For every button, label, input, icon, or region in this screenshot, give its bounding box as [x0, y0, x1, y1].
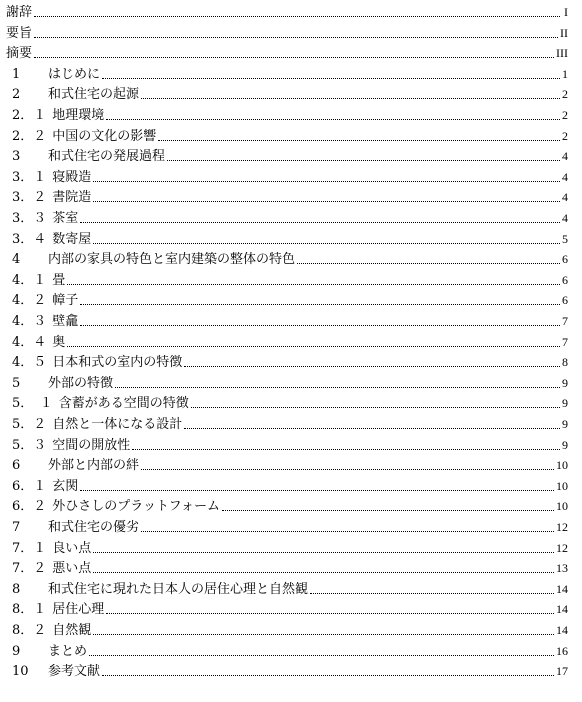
toc-entry-text: 空間の開放性: [52, 437, 131, 453]
toc-page-number: 10: [556, 478, 568, 493]
toc-page-number: 6: [562, 272, 568, 287]
toc-entry-title: [6, 5, 32, 20]
toc-entry-number: 3．４: [12, 231, 47, 247]
toc-entry-title: [6, 26, 32, 41]
toc-dot-leader: [310, 593, 554, 594]
toc-entry-number: 7．１: [12, 540, 47, 556]
toc-entry[interactable]: [0, 597, 568, 617]
toc-entry-title: [12, 602, 104, 617]
toc-entry-title: [12, 664, 100, 679]
toc-entry[interactable]: [0, 639, 568, 659]
toc-entry[interactable]: [0, 227, 568, 247]
toc-entry-title: [12, 582, 308, 597]
toc-dot-leader: [184, 428, 560, 429]
toc-entry-text: 含蓄がある空間の特徴: [58, 396, 189, 412]
toc-page-number: III: [556, 46, 568, 61]
toc-entry[interactable]: [0, 371, 568, 391]
toc-entry-number: 3．１: [12, 169, 47, 185]
toc-dot-leader: [102, 675, 554, 676]
toc-entry-title: [12, 108, 104, 123]
toc-entry[interactable]: [0, 185, 568, 205]
toc-dot-leader: [34, 57, 554, 58]
toc-entry-number: 5．２: [12, 417, 47, 432]
toc-entry-title: [12, 67, 100, 82]
toc-dot-leader: [67, 284, 560, 285]
toc-entry-number: 5．３: [12, 437, 47, 453]
toc-entry-text: 寝殿造: [52, 169, 92, 185]
toc-entry-number: 7: [12, 520, 21, 535]
toc-dot-leader: [93, 181, 560, 182]
toc-entry-text: 和式住宅に現れた日本人の居住心理と自然観: [48, 581, 309, 597]
toc-entry[interactable]: [0, 659, 568, 679]
toc-entry-text: 和式住宅の優劣: [48, 520, 140, 535]
toc-entry-title: [12, 355, 182, 370]
toc-entry-number: 1: [12, 66, 21, 82]
toc-page-number: 9: [562, 417, 568, 431]
toc-entry-title: [12, 623, 91, 638]
toc-entry-text: 数寄屋: [52, 231, 92, 247]
toc-dot-leader: [80, 325, 560, 326]
toc-dot-leader: [80, 222, 560, 223]
toc-page-number: II: [560, 25, 568, 40]
toc-dot-leader: [297, 263, 560, 264]
toc-entry-title: [12, 644, 87, 659]
toc-entry[interactable]: [0, 309, 568, 329]
toc-entry-text: 地理環境: [52, 108, 105, 123]
toc-entry[interactable]: [0, 412, 568, 432]
toc-entry-title: [12, 87, 139, 102]
toc-dot-leader: [106, 613, 554, 614]
toc-entry[interactable]: [0, 165, 568, 185]
toc-entry-text: 内部の家具の特色と室内建築の整体の特色: [48, 252, 296, 268]
toc-entry-title: [12, 376, 113, 391]
toc-entry[interactable]: [0, 433, 568, 453]
toc-entry-number: 2: [12, 87, 21, 103]
toc-page-number: 14: [556, 581, 568, 596]
toc-entry-title: [12, 273, 65, 288]
toc-entry-text: 良い点: [52, 540, 92, 556]
toc-entry-title: [12, 211, 78, 226]
toc-entry-number: 8．１: [12, 602, 47, 618]
toc-page-number: 9: [562, 375, 568, 390]
toc-entry[interactable]: [0, 41, 568, 61]
toc-entry-number: 8．２: [12, 623, 47, 638]
toc-dot-leader: [93, 552, 554, 553]
toc-entry-title: [12, 314, 78, 329]
toc-entry[interactable]: [0, 21, 568, 41]
toc-page-number: 14: [556, 602, 568, 617]
toc-entry[interactable]: [0, 103, 568, 123]
toc-page-number: 10: [556, 458, 568, 473]
toc-entry-title: [6, 46, 32, 61]
toc-entry-text: 中国の文化の影響: [52, 128, 157, 144]
toc-page-number: 12: [556, 520, 568, 534]
toc-entry[interactable]: [0, 82, 568, 102]
toc-page-number: 14: [556, 623, 568, 637]
toc-entry[interactable]: [0, 288, 568, 308]
toc-page-number: 2: [562, 87, 568, 102]
toc-dot-leader: [141, 98, 560, 99]
toc-entry-text: 外部の特徴: [48, 375, 114, 391]
toc-page-number: 13: [556, 561, 568, 576]
toc-page-number: 5: [562, 231, 568, 246]
toc-dot-leader: [93, 243, 560, 244]
toc-entry-number: 6．２: [12, 499, 47, 515]
toc-page-number: 4: [562, 190, 568, 205]
toc-page-number: 10: [556, 499, 568, 514]
toc-page-number: 7: [562, 314, 568, 328]
toc-entry-title: [12, 335, 65, 350]
toc-entry-text: 自然と一体になる設計: [52, 417, 183, 432]
toc-entry-number: 4．３: [12, 314, 47, 329]
toc-entry-text: 外部と内部の絆: [48, 458, 140, 474]
toc-entry-text: 玄関: [52, 478, 79, 494]
toc-entry[interactable]: [0, 474, 568, 494]
toc-entry[interactable]: [0, 618, 568, 638]
toc-dot-leader: [34, 16, 560, 17]
toc-entry-text: 悪い点: [52, 561, 92, 577]
toc-entry-number: 3．２: [12, 190, 47, 206]
toc-entry-text: 和式住宅の発展過程: [48, 149, 166, 165]
toc-entry-text: 日本和式の室内の特徴: [52, 355, 183, 371]
toc-entry[interactable]: [0, 268, 568, 288]
toc-entry-number: 4．４: [12, 334, 47, 350]
toc-entry[interactable]: [0, 206, 568, 226]
toc-entry[interactable]: [0, 515, 568, 535]
toc-dot-leader: [184, 366, 560, 367]
toc-page-number: 1: [562, 66, 568, 81]
toc-entry-text: はじめに: [48, 66, 101, 82]
toc-entry-text: 畳: [52, 272, 66, 288]
toc-page-number: 16: [556, 643, 568, 658]
toc-page-number: 4: [562, 169, 568, 184]
toc-entry[interactable]: [0, 577, 568, 597]
toc-entry[interactable]: [0, 391, 568, 411]
toc-entry[interactable]: [0, 144, 568, 164]
toc-entry-title: [12, 479, 78, 494]
toc-dot-leader: [34, 37, 558, 38]
toc-entry-text: 居住心理: [52, 602, 105, 618]
toc-entry[interactable]: [0, 350, 568, 370]
toc-page-number: 12: [556, 540, 568, 555]
toc-dot-leader: [191, 407, 560, 408]
toc-entry-text: 茶室: [52, 211, 79, 226]
toc-entry[interactable]: [0, 494, 568, 514]
toc-page-number: 4: [562, 211, 568, 225]
toc-dot-leader: [115, 387, 560, 388]
toc-entry[interactable]: [0, 62, 568, 82]
toc-entry-title: [12, 293, 78, 308]
toc-entry-title: [12, 232, 91, 247]
toc-entry-title: [12, 417, 182, 432]
toc-entry-number: 4．５: [12, 355, 47, 371]
toc-page-number: 7: [562, 334, 568, 349]
toc-entry-text: 奥: [52, 334, 66, 350]
toc-entry-title: [12, 396, 189, 411]
toc-entry-number: 10: [12, 664, 29, 680]
toc-entry-title: [12, 438, 130, 453]
toc-entry[interactable]: [0, 330, 568, 350]
toc-entry-text: 和式住宅の起源: [48, 87, 140, 103]
toc-page-number: I: [564, 5, 568, 19]
toc-entry[interactable]: [0, 556, 568, 576]
toc-dot-leader: [93, 572, 554, 573]
toc-entry-text: 要旨: [6, 25, 33, 41]
toc-dot-leader: [93, 201, 560, 202]
toc-entry-text: 参考文献: [48, 664, 101, 680]
toc-dot-leader: [158, 140, 560, 141]
toc-entry-text: 謝辞: [6, 5, 33, 20]
toc-dot-leader: [141, 531, 554, 532]
toc-entry-number: 6．１: [12, 478, 47, 494]
toc-page-number: 8: [562, 355, 568, 370]
toc-entry-title: [12, 520, 139, 535]
toc-entry-title: [12, 129, 156, 144]
toc-entry-text: 書院造: [52, 190, 92, 206]
toc-entry-number: 3: [12, 149, 21, 165]
toc-entry-title: [12, 252, 295, 267]
toc-entry-number: 3．３: [12, 211, 47, 226]
toc-page-number: 17: [556, 664, 568, 679]
toc-entry-text: 摘要: [6, 46, 33, 62]
toc-entry-title: [12, 561, 91, 576]
toc-dot-leader: [132, 449, 560, 450]
toc-entry-text: まとめ: [48, 643, 88, 659]
toc-dot-leader: [93, 634, 554, 635]
toc-page-number: 6: [562, 293, 568, 308]
toc-entry[interactable]: [0, 536, 568, 556]
toc-entry-number: 2．１: [12, 108, 47, 123]
toc-dot-leader: [141, 469, 554, 470]
toc-dot-leader: [222, 510, 554, 511]
toc-dot-leader: [80, 304, 560, 305]
toc-entry-text: 外ひさしのプラットフォーム: [52, 499, 220, 515]
toc-page-number: 2: [562, 108, 568, 122]
toc-entry-title: [12, 499, 220, 514]
toc-entry[interactable]: [0, 247, 568, 267]
toc-entry-number: 4: [12, 252, 21, 268]
toc-page-number: 2: [562, 128, 568, 143]
toc-entry-text: 幛子: [52, 293, 79, 309]
toc-entry-title: [12, 458, 139, 473]
toc-dot-leader: [102, 78, 560, 79]
toc-dot-leader: [106, 119, 560, 120]
toc-dot-leader: [167, 160, 560, 161]
toc-entry-title: [12, 149, 165, 164]
toc-page-number: 6: [562, 252, 568, 267]
toc-entry-number: 9: [12, 643, 21, 659]
toc-dot-leader: [89, 655, 554, 656]
toc-entry-number: 2．２: [12, 128, 47, 144]
toc-page-number: 4: [562, 149, 568, 164]
toc-entry-number: 4．１: [12, 272, 47, 288]
toc-entry[interactable]: [0, 124, 568, 144]
toc-entry-number: 5: [12, 375, 21, 391]
toc-dot-leader: [67, 346, 560, 347]
toc-entry-number: 4．２: [12, 293, 47, 309]
toc-entry-text: 自然観: [52, 623, 92, 638]
toc-entry[interactable]: [0, 453, 568, 473]
toc-entry[interactable]: [0, 0, 568, 20]
toc-entry-number: 6: [12, 458, 21, 474]
toc-page-number: 9: [562, 396, 568, 411]
toc-entry-text: 壁龕: [52, 314, 79, 329]
toc-entry-number: 7．２: [12, 561, 47, 577]
toc-dot-leader: [80, 490, 554, 491]
toc-page-number: 9: [562, 437, 568, 452]
toc-entry-title: [12, 190, 91, 205]
toc-entry-number: 8: [12, 581, 21, 597]
toc-entry-title: [12, 541, 91, 556]
toc-entry-number: 5． １: [12, 396, 53, 412]
toc-entry-title: [12, 170, 91, 185]
